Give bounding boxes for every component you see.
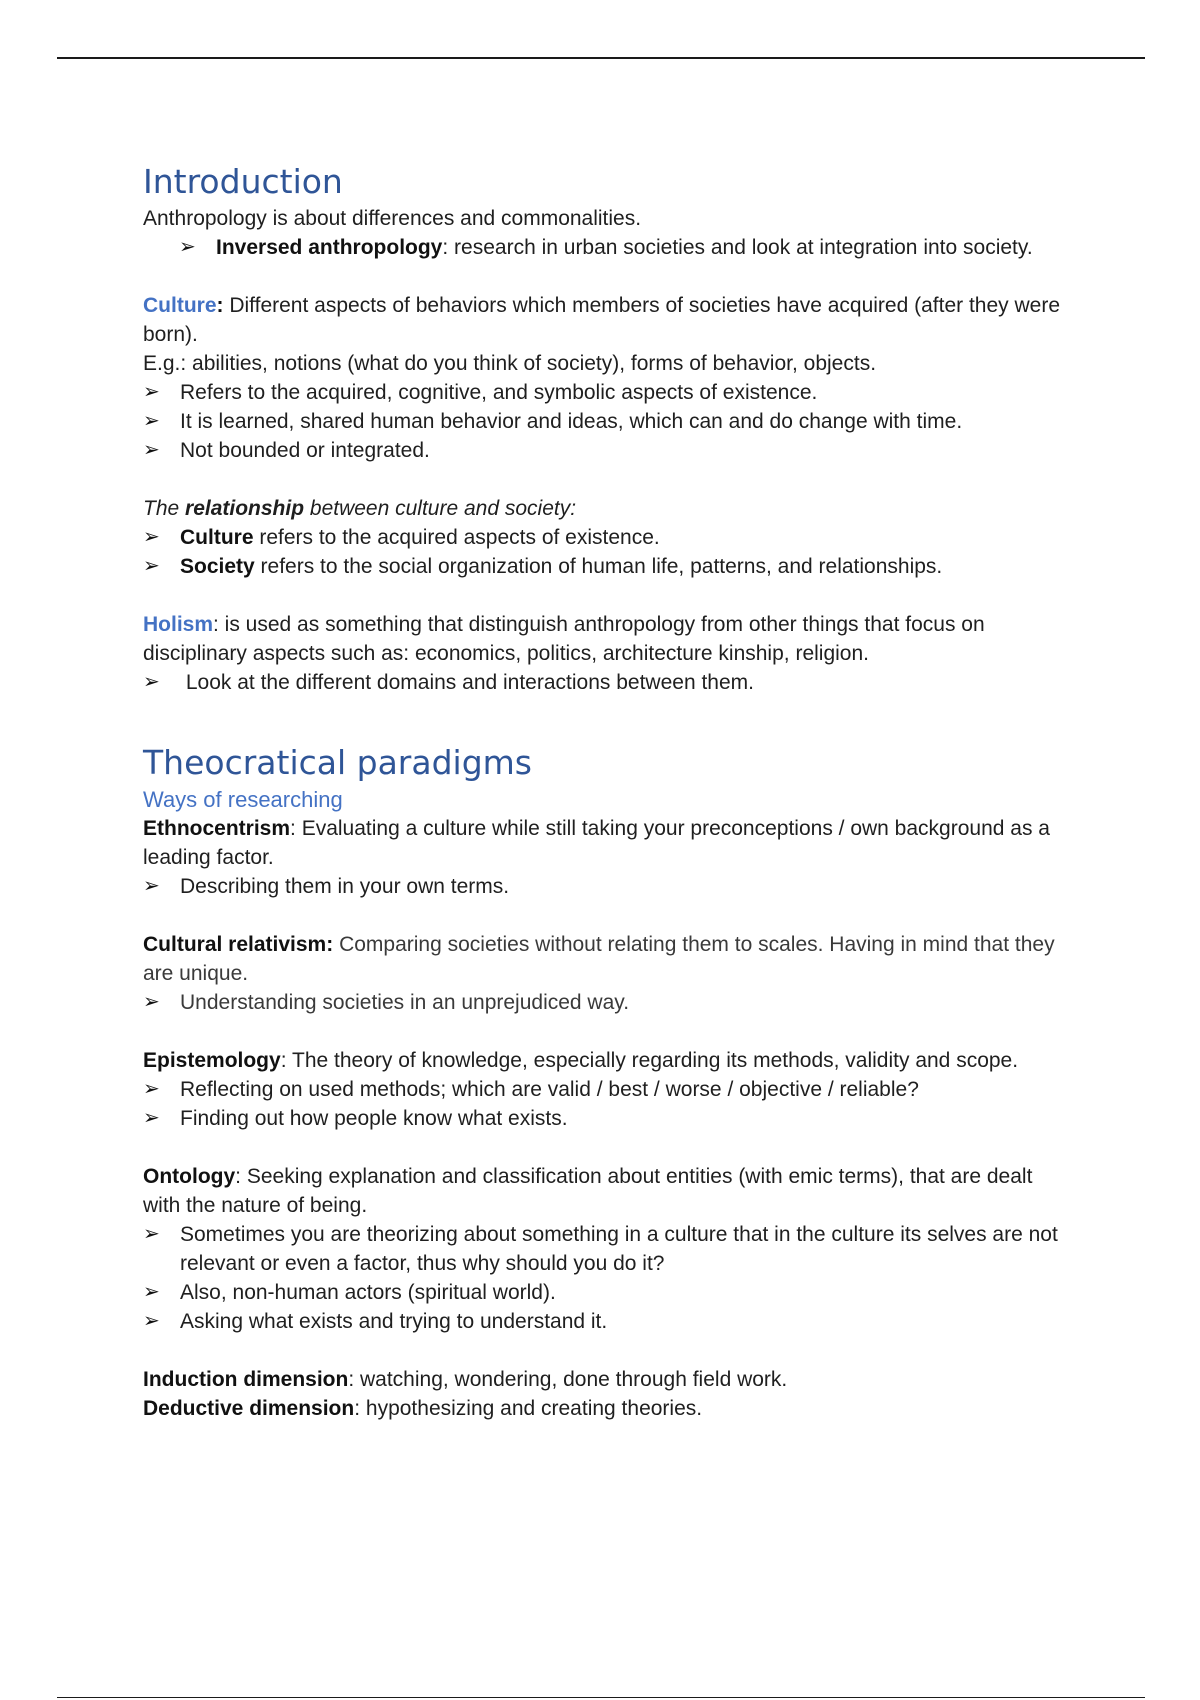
- arrow-bullet-icon: ➢: [143, 555, 160, 577]
- holism-term: Holism: [143, 613, 214, 636]
- arrow-bullet-icon: ➢: [143, 1310, 160, 1332]
- induction-text: : watching, wondering, done through field work.: [348, 1368, 788, 1391]
- holism-text: : is used as something that distinguish anthropology from other things that focus on disciplinary aspects such as: economics, politics, architecture kinship, religion.: [143, 613, 985, 665]
- epistemology-term: Epistemology: [143, 1049, 281, 1072]
- ethnocentrism-definition: [143, 814, 1063, 872]
- relationship-post: between culture and society:: [304, 497, 577, 520]
- ontology-bullets: [143, 1220, 1063, 1336]
- paradigms-subheading: Ways of researching: [143, 787, 343, 812]
- arrow-bullet-icon: ➢: [143, 526, 160, 548]
- arrow-bullet-icon: ➢: [143, 1223, 160, 1245]
- ontology-text: : Seeking explanation and classification about entities (with emic terms), that are dealt with the nature of being.: [143, 1165, 1033, 1217]
- holism-bullets: [143, 668, 1063, 697]
- arrow-bullet-icon: ➢: [143, 1107, 160, 1129]
- list-item-text: refers to the social organization of human life, patterns, and relationships.: [254, 555, 943, 578]
- arrow-bullet-icon: ➢: [179, 236, 196, 258]
- deduction-text: : hypothesizing and creating theories.: [354, 1397, 703, 1420]
- ethnocentrism-term: Ethnocentrism: [143, 817, 291, 840]
- list-item-text: Look at the different domains and interactions between them.: [185, 671, 754, 694]
- induction-definition: [143, 1365, 1063, 1394]
- list-item-text: Describing them in your own terms.: [180, 875, 510, 898]
- list-item-text: Asking what exists and trying to understand it.: [180, 1310, 608, 1333]
- list-item: [143, 378, 1063, 407]
- culture-bullets: [143, 378, 1063, 465]
- list-item-text: Sometimes you are theorizing about something in a culture that in the culture its selves are not relevant or even a factor, thus why should you do it?: [180, 1223, 1058, 1275]
- arrow-bullet-icon: ➢: [143, 381, 160, 403]
- arrow-bullet-icon: ➢: [143, 991, 160, 1013]
- arrow-bullet-icon: ➢: [143, 439, 160, 461]
- list-item-text: Reflecting on used methods; which are valid / best / worse / objective / reliable?: [180, 1078, 919, 1101]
- intro-lead: Anthropology is about differences and commonalities.: [143, 207, 642, 230]
- relativism-text: Comparing societies without relating them to scales. Having in mind that they are unique.: [143, 933, 1055, 985]
- list-item: [143, 988, 1063, 1017]
- ethnocentrism-text: : Evaluating a culture while still taking your preconceptions / own background as a leading factor.: [143, 817, 1050, 869]
- list-item: [179, 233, 1063, 262]
- relativism-term: Cultural relativism:: [143, 933, 334, 956]
- list-item-term: Society: [180, 555, 255, 578]
- induction-term: Induction dimension: [143, 1368, 349, 1391]
- list-item: [143, 523, 1063, 552]
- list-item: [143, 1075, 1063, 1104]
- epistemology-text: : The theory of knowledge, especially regarding its methods, validity and scope.: [280, 1049, 1019, 1072]
- culture-definition: [143, 291, 1063, 349]
- list-item: [143, 1104, 1063, 1133]
- list-item-text: Also, non-human actors (spiritual world).: [180, 1281, 556, 1304]
- inversed-term: Inversed anthropology: [216, 236, 443, 259]
- arrow-bullet-icon: ➢: [143, 671, 160, 693]
- relativism-bullets: [143, 988, 1063, 1017]
- list-item-text: Understanding societies in an unprejudiced way.: [180, 991, 630, 1014]
- inversed-list: [143, 233, 1063, 262]
- list-item-text: Finding out how people know what exists.: [180, 1107, 568, 1130]
- deduction-definition: [143, 1394, 1063, 1423]
- page-header-rule: [57, 57, 1145, 59]
- ontology-definition: [143, 1162, 1063, 1220]
- list-item-term: Culture: [180, 526, 254, 549]
- holism-definition: [143, 610, 1063, 668]
- list-item: [143, 552, 1063, 581]
- paradigms-heading: Theocratical paradigms: [143, 743, 532, 782]
- relativism-definition: [143, 930, 1063, 988]
- ontology-term: Ontology: [143, 1165, 236, 1188]
- list-item-text: Refers to the acquired, cognitive, and symbolic aspects of existence.: [180, 381, 818, 404]
- introduction-heading: Introduction: [143, 162, 343, 201]
- arrow-bullet-icon: ➢: [143, 1078, 160, 1100]
- arrow-bullet-icon: ➢: [143, 410, 160, 432]
- list-item: [143, 407, 1063, 436]
- culture-example: E.g.: abilities, notions (what do you think of society), forms of behavior, objects.: [143, 352, 877, 375]
- list-item: [143, 668, 1063, 697]
- relationship-bold: relationship: [185, 497, 305, 520]
- epistemology-bullets: [143, 1075, 1063, 1133]
- arrow-bullet-icon: ➢: [143, 875, 160, 897]
- relationship-intro: [143, 494, 1063, 523]
- document-body: [143, 160, 1063, 1423]
- list-item-text: refers to the acquired aspects of existence.: [253, 526, 660, 549]
- list-item: [143, 1278, 1063, 1307]
- culture-colon: :: [216, 294, 224, 317]
- page-footer-rule: [57, 1697, 1145, 1698]
- list-item-text: Not bounded or integrated.: [180, 439, 430, 462]
- relationship-pre: The: [143, 497, 186, 520]
- culture-term: Culture: [143, 294, 217, 317]
- list-item: [143, 1220, 1063, 1278]
- list-item: [143, 1307, 1063, 1336]
- list-item-text: It is learned, shared human behavior and ideas, which can and do change with time.: [180, 410, 963, 433]
- relationship-bullets: [143, 523, 1063, 581]
- list-item: [143, 436, 1063, 465]
- list-item: [143, 872, 1063, 901]
- ethnocentrism-bullets: [143, 872, 1063, 901]
- epistemology-definition: [143, 1046, 1063, 1075]
- culture-text: Different aspects of behaviors which members of societies have acquired (after they were born).: [143, 294, 1061, 346]
- arrow-bullet-icon: ➢: [143, 1281, 160, 1303]
- inversed-text: : research in urban societies and look at integration into society.: [442, 236, 1033, 259]
- deduction-term: Deductive dimension: [143, 1397, 355, 1420]
